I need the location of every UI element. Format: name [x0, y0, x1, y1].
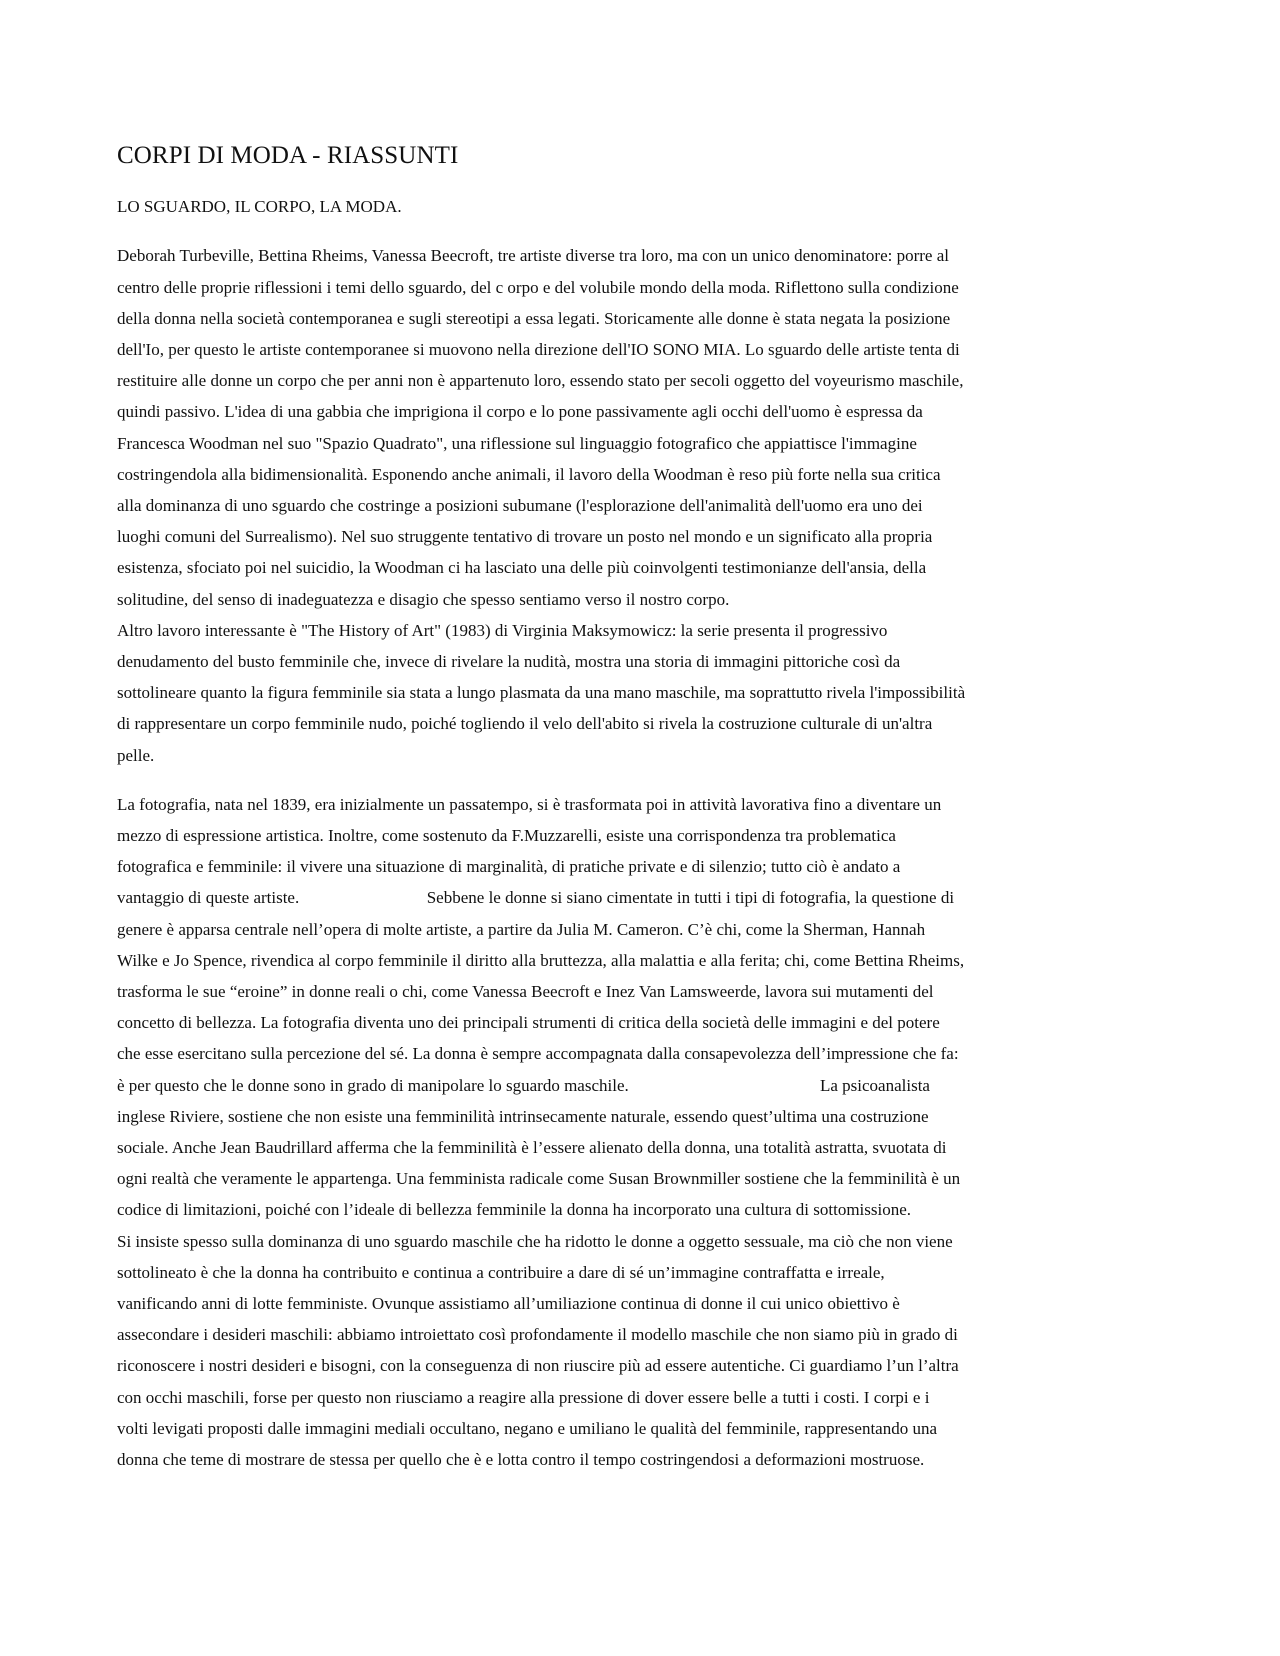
paragraph-line: costringendola alla bidimensionalità. Esponendo anche animali, il lavoro della Woodman è reso più forte nella sua critica	[117, 464, 941, 484]
paragraph-line: con occhi maschili, forse per questo non riusciamo a reagire alla pressione di dover essere belle a tutti i costi. I corpi e i	[117, 1387, 930, 1407]
paragraph-line: La fotografia, nata nel 1839, era inizialmente un passatempo, si è trasformata poi in attività lavorativa fino a diventare un	[117, 794, 942, 814]
paragraph-line: della donna nella società contemporanea e sugli stereotipi a essa legati. Storicamente alle donne è stata negata la posizione	[117, 308, 951, 328]
paragraph-line: Francesca Woodman nel suo "Spazio Quadrato", una riflessione sul linguaggio fotografico che appiattisce l'immagine	[117, 433, 917, 453]
body-paragraph	[117, 240, 1167, 770]
paragraph-line: riconoscere i nostri desideri e bisogni, con la conseguenza di non riuscire più ad essere autentiche. Ci guardiamo l’un l’altra	[117, 1356, 959, 1376]
document-body	[117, 240, 1167, 1475]
paragraph-line: assecondare i desideri maschili: abbiamo introiettato così profondamente il modello maschile che non siamo più in grado di	[117, 1325, 958, 1345]
paragraph-line: vantaggio di queste artiste. Sebbene le donne si siano cimentate in tutti i tipi di fotografia, la questione di	[117, 888, 955, 908]
paragraph-line: che esse esercitano sulla percezione del sé. La donna è sempre accompagnata dalla consapevolezza dell’impressione che fa:	[117, 1044, 959, 1064]
paragraph-line: donna che teme di mostrare de stessa per quello che è e lotta contro il tempo costringendosi a deformazioni mostruose.	[117, 1450, 925, 1470]
paragraph-line: trasforma le sue “eroine” in donne reali o chi, come Vanessa Beecroft e Inez Van Lamsweerde, lavora sui mutamenti del	[117, 981, 934, 1001]
paragraph-line: Si insiste spesso sulla dominanza di uno sguardo maschile che ha ridotto le donne a oggetto sessuale, ma ciò che non viene	[117, 1231, 953, 1251]
paragraph-line: genere è apparsa centrale nell’opera di molte artiste, a partire da Julia M. Cameron. C’è chi, come la Sherman, Hannah	[117, 919, 926, 939]
paragraph-line: luoghi comuni del Surrealismo). Nel suo struggente tentativo di trovare un posto nel mondo e un significato alla propria	[117, 527, 933, 547]
paragraph-line: sociale. Anche Jean Baudrillard afferma che la femminilità è l’essere alienato della donna, una totalità astratta, svuotata di	[117, 1137, 947, 1157]
paragraph-line: alla dominanza di uno sguardo che costringe a posizioni subumane (l'esplorazione dell'animalità dell'uomo era uno dei	[117, 495, 923, 515]
paragraph-line: restituire alle donne un corpo che per anni non è appartenuto loro, essendo stato per secoli oggetto del voyeurismo maschile,	[117, 371, 964, 391]
paragraph-line: pelle.	[117, 745, 155, 765]
paragraph-line: Deborah Turbeville, Bettina Rheims, Vanessa Beecroft, tre artiste diverse tra loro, ma con un unico denominatore: porre al	[117, 246, 949, 266]
paragraph-line: è per questo che le donne sono in grado di manipolare lo sguardo maschile. La psicoanalista	[117, 1075, 930, 1095]
paragraph-line: volti levigati proposti dalle immagini mediali occultano, negano e umiliano le qualità del femminile, rappresentando una	[117, 1418, 938, 1438]
paragraph-line: sottolineato è che la donna ha contribuito e continua a contribuire a dare di sé un’immagine contraffatta e irreale,	[117, 1262, 885, 1282]
paragraph-line: Wilke e Jo Spence, rivendica al corpo femminile il diritto alla bruttezza, alla malattia e alla ferita; chi, come Bettina Rheims,	[117, 950, 965, 970]
paragraph-line: ogni realtà che veramente le appartenga. Una femminista radicale come Susan Brownmiller sostiene che la femminilità è un	[117, 1169, 961, 1189]
document-page	[117, 140, 1167, 1493]
document-title: CORPI DI MODA - RIASSUNTI	[117, 142, 459, 169]
paragraph-line: centro delle proprie riflessioni i temi dello sguardo, del c orpo e del volubile mondo della moda. Riflettono sulla condizione	[117, 277, 959, 297]
paragraph-line: quindi passivo. L'idea di una gabbia che imprigiona il corpo e lo pone passivamente agli occhi dell'uomo è espressa da	[117, 402, 923, 422]
paragraph-line: dell'Io, per questo le artiste contemporanee si muovono nella direzione dell'IO SONO MIA. Lo sguardo delle artiste tenta di	[117, 339, 960, 359]
paragraph-line: denudamento del busto femminile che, invece di rivelare la nudità, mostra una storia di immagini pittoriche così da	[117, 651, 901, 671]
paragraph-line: inglese Riviere, sostiene che non esiste una femminilità intrinsecamente naturale, essendo quest’ultima una costruzione	[117, 1106, 929, 1126]
paragraph-line: Altro lavoro interessante è "The History of Art" (1983) di Virginia Maksymowicz: la serie presenta il progressivo	[117, 620, 888, 640]
paragraph-line: sottolineare quanto la figura femminile sia stata a lungo plasmata da una mano maschile, ma soprattutto rivela l'impossibilità	[117, 683, 966, 703]
paragraph-line: di rappresentare un corpo femminile nudo, poiché togliendo il velo dell'abito si rivela la costruzione culturale di un'altra	[117, 714, 933, 734]
body-paragraph	[117, 789, 1167, 1475]
paragraph-line: concetto di bellezza. La fotografia diventa uno dei principali strumenti di critica della società delle immagini e del potere	[117, 1013, 940, 1033]
document-subtitle: LO SGUARDO, IL CORPO, LA MODA.	[117, 196, 402, 216]
paragraph-line: fotografica e femminile: il vivere una situazione di marginalità, di pratiche private e di silenzio; tutto ciò è andato a	[117, 857, 901, 877]
paragraph-line: solitudine, del senso di inadeguatezza e disagio che spesso sentiamo verso il nostro corpo.	[117, 589, 730, 609]
paragraph-line: mezzo di espressione artistica. Inoltre, come sostenuto da F.Muzzarelli, esiste una corrispondenza tra problematica	[117, 825, 896, 845]
paragraph-line: codice di limitazioni, poiché con l’ideale di bellezza femminile la donna ha incorporato una cultura di sottomissione.	[117, 1200, 912, 1220]
paragraph-line: esistenza, sfociato poi nel suicidio, la Woodman ci ha lasciato una delle più coinvolgenti testimonianze dell'ansia, della	[117, 558, 927, 578]
paragraph-line: vanificando anni di lotte femministe. Ovunque assistiamo all’umiliazione continua di donne il cui unico obiettivo è	[117, 1294, 900, 1313]
